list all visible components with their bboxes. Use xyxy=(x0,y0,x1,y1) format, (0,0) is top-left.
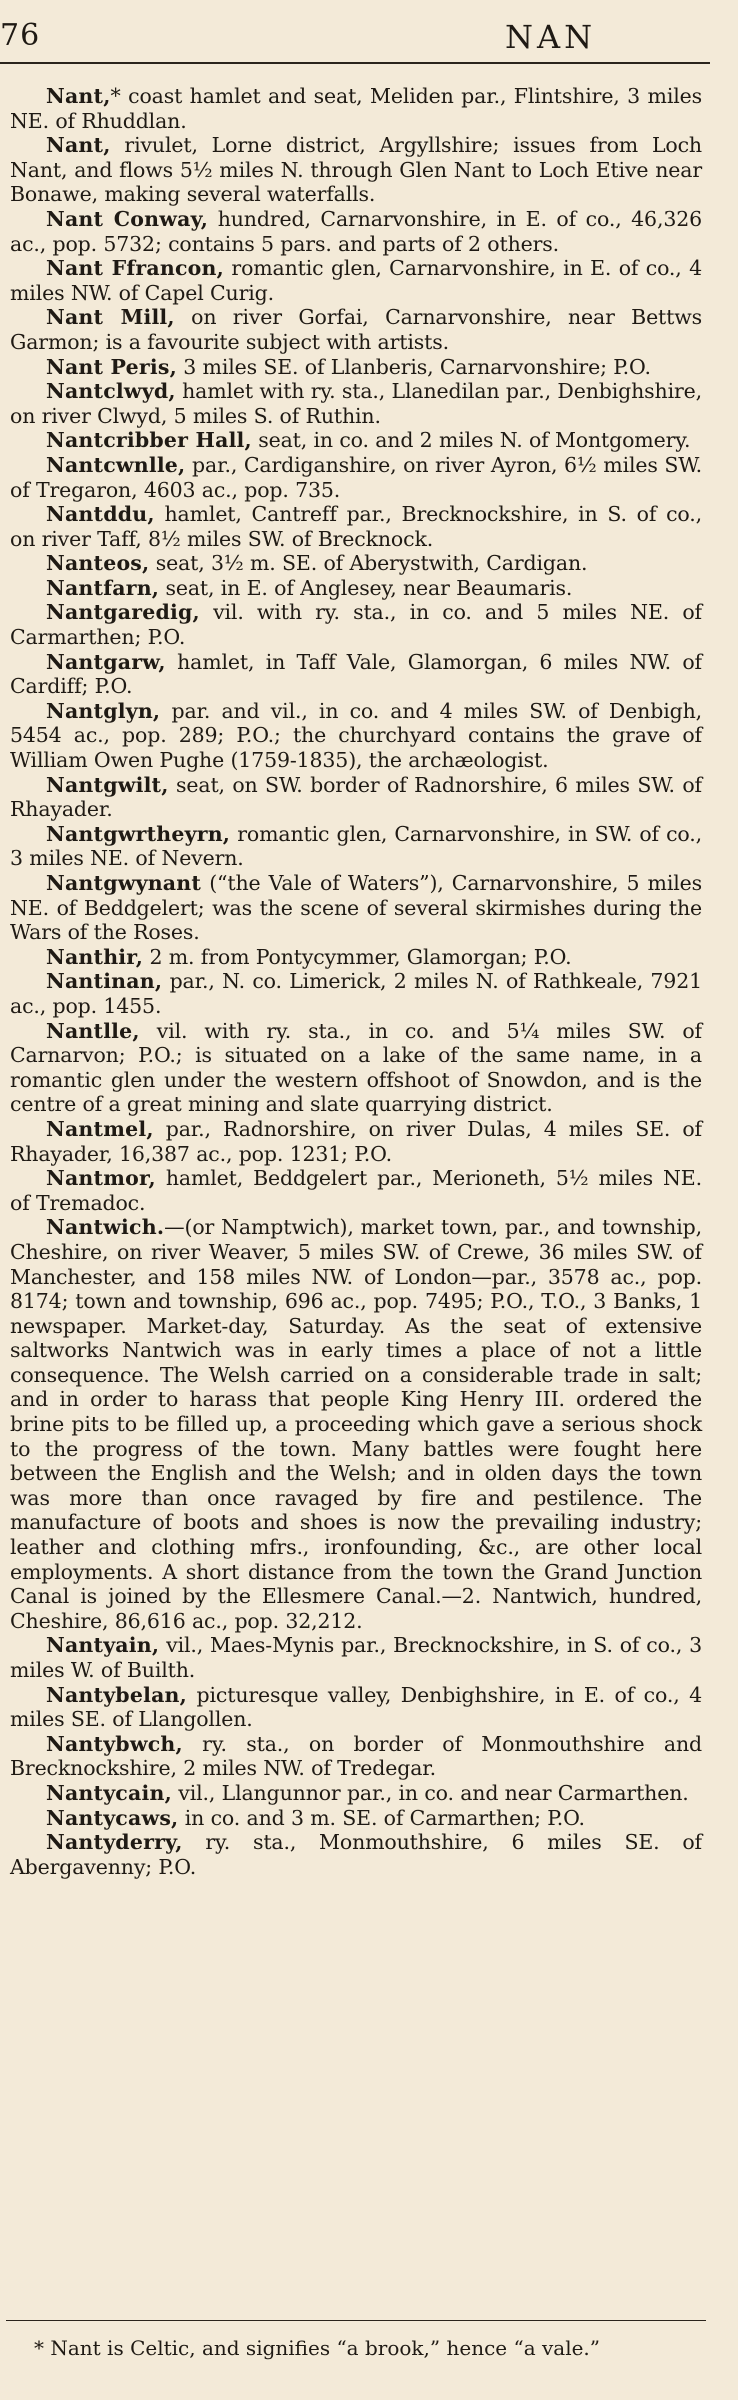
entry-body: romantic glen, Carnarvonshire, in E. of co., 4 miles NW. of Capel Curig. xyxy=(10,256,703,305)
entry-body: par., Cardiganshire, on river Ayron, 6½ miles SW. of Tregaron, 4603 ac., pop. 735. xyxy=(10,452,702,502)
entry-body: —(or Namptwich), market town, par., and township, Cheshire, on river Weaver, 5 miles SW. of Crewe, 36 miles SW. of Manchester, and 158 miles NW. of London—par., 3578 ac., pop. 8174; town and township, 696 ac., pop. 7495; P.O., T.O., 3 Banks, 1 newspaper. Market-day, Saturday. As the seat of extensive saltworks Nantwich was in early times a place of not a little consequence. The Welsh carried on a considerable trade in salt; and in order to harass that people King Henry III. ordered the brine pits to be filled up, a proceeding which gave a serious shock to the progress of the town. Many battles were fought here between the English and the Welsh; and in olden days the town was more than once ravaged by fire and pestilence. The manufacture of boots and shoes is now the prevailing industry; leather and clothing mfrs., ironfounding, &c., are other local employments. A short distance from the town the Grand Junction Canal is joined by the Ellesmere Canal.—2. Nantwich, hundred, Cheshire, 86,616 ac., pop. 32,212. xyxy=(10,1215,702,1633)
entry-body: seat, 3½ m. SE. of Aberystwith, Cardigan. xyxy=(149,551,588,576)
page-number: 76 xyxy=(0,18,41,53)
entry-headword: Nant, xyxy=(46,84,111,108)
entry-headword: Nantddu, xyxy=(46,502,155,527)
entry xyxy=(10,379,702,428)
entry xyxy=(10,1732,702,1781)
header-rule xyxy=(0,62,710,64)
entry-body: vil. with ry. sta., in co. and 5 miles NE. of Carmarthen; P.O. xyxy=(10,600,702,650)
entry-headword: Nantclwyd, xyxy=(46,379,176,404)
entry-body: on river Gorfai, Carnarvonshire, near Bettws Garmon; is a favourite subject with artists. xyxy=(10,305,702,354)
entry-headword: Nantwich. xyxy=(46,1215,165,1240)
entry-body: seat, on SW. border of Radnorshire, 6 miles SW. of Rhayader. xyxy=(10,772,702,822)
entry-headword: Nantycaws, xyxy=(46,1805,179,1830)
entry-headword: Nant, xyxy=(46,133,111,158)
entry-body: par. and vil., in co. and 4 miles SW. of Denbigh, 5454 ac., pop. 289; P.O.; the churchyard contains the grave of William Owen Pughe (1759-1835), the archæologist. xyxy=(10,698,702,773)
entry-headword: Nantmel, xyxy=(46,1116,154,1141)
entry xyxy=(10,1683,702,1732)
entry-headword: Nantybelan, xyxy=(46,1682,187,1707)
entry xyxy=(10,256,702,305)
entry xyxy=(10,945,702,970)
entry xyxy=(10,305,702,354)
entry-body: * coast hamlet and seat, Meliden par., Flintshire, 3 miles NE. of Rhuddlan. xyxy=(10,84,702,133)
entry-body: hundred, Carnarvonshire, in E. of co., 46,326 ac., pop. 5732; contains 5 pars. and parts of 2 others. xyxy=(10,206,702,256)
entry-headword: Nantcribber Hall, xyxy=(46,428,252,453)
entry xyxy=(10,773,702,822)
entry-body: vil., Maes-Mynis par., Brecknockshire, in S. of co., 3 miles W. of Builth. xyxy=(10,1633,702,1682)
entry-headword: Nanthir, xyxy=(46,944,144,969)
running-head: NAN xyxy=(505,18,597,56)
entry-body: hamlet, Beddgelert par., Merioneth, 5½ miles NE. of Tremadoc. xyxy=(10,1166,702,1215)
entry xyxy=(10,1806,702,1831)
entry xyxy=(10,1781,702,1806)
entry-headword: Nantinan, xyxy=(46,969,163,994)
entry xyxy=(10,650,702,699)
entry xyxy=(10,1633,702,1682)
entry xyxy=(10,576,702,601)
entry-body: par., Radnorshire, on river Dulas, 4 miles SE. of Rhayader, 16,387 ac., pop. 1231; P.O. xyxy=(10,1116,702,1166)
entry xyxy=(10,871,702,945)
entry-body: hamlet with ry. sta., Llanedilan par., Denbighshire, on river Clwyd, 5 miles S. of Ruthin. xyxy=(10,379,702,428)
entry xyxy=(10,84,702,133)
entry-headword: Nantgarw, xyxy=(46,649,166,674)
entry xyxy=(10,1117,702,1166)
entry-body: hamlet, in Taff Vale, Glamorgan, 6 miles NW. of Cardiff; P.O. xyxy=(10,649,702,699)
entry xyxy=(10,551,702,576)
entry xyxy=(10,969,702,1018)
entry-headword: Nantglyn, xyxy=(46,698,161,723)
entry xyxy=(10,502,702,551)
entry xyxy=(10,1215,702,1633)
entry xyxy=(10,1019,702,1117)
entry xyxy=(10,453,702,502)
entry-headword: Nantyderry, xyxy=(46,1830,183,1855)
entry-body: vil. with ry. sta., in co. and 5¼ miles SW. of Carnarvon; P.O.; is situated on a lake of the same name, in a romantic glen under the western offshoot of Snowdon, and is the centre of a great mining and slate quarrying district. xyxy=(10,1018,702,1117)
footnote: * Nant is Celtic, and signifies “a brook,” hence “a vale.” xyxy=(34,2336,601,2360)
entry-headword: Nantfarn, xyxy=(46,575,160,600)
entry xyxy=(10,600,702,649)
entry-headword: Nant Mill, xyxy=(46,305,175,330)
entry-body: 3 miles SE. of Llanberis, Carnarvonshire; P.O. xyxy=(176,354,651,379)
entry-headword: Nantgwynant xyxy=(46,871,202,895)
entry xyxy=(10,428,702,453)
entry-body: vil., Llangunnor par., in co. and near Carmarthen. xyxy=(171,1780,689,1805)
entry-headword: Nanteos, xyxy=(46,551,150,576)
entry-body: rivulet, Lorne district, Argyllshire; issues from Loch Nant, and flows 5½ miles N. through Glen Nant to Loch Etive near Bonawe, making several waterfalls. xyxy=(10,133,702,207)
entry-body: 2 m. from Pontycymmer, Glamorgan; P.O. xyxy=(143,944,572,969)
entry-headword: Nant Ffrancon, xyxy=(46,256,224,281)
entry xyxy=(10,355,702,380)
entry-body: hamlet, Cantreff par., Brecknockshire, in S. of co., on river Taff, 8½ miles SW. of Brecknock. xyxy=(10,502,702,551)
entry-body: in co. and 3 m. SE. of Carmarthen; P.O. xyxy=(178,1805,585,1830)
entry-body: ry. sta., Monmouthshire, 6 miles SE. of Abergavenny; P.O. xyxy=(10,1830,702,1879)
entry xyxy=(10,1166,702,1215)
entry-body: (“the Vale of Waters”), Carnarvonshire, 5 miles NE. of Beddgelert; was the scene of several skirmishes during the Wars of the Roses. xyxy=(10,871,702,945)
entry-headword: Nantybwch, xyxy=(46,1731,183,1756)
entry xyxy=(10,133,702,207)
entry-headword: Nantgwilt, xyxy=(46,772,169,797)
gazetteer-entries xyxy=(10,84,702,1879)
entry-headword: Nantcwnlle, xyxy=(46,452,186,477)
entry-headword: Nantlle, xyxy=(46,1018,140,1043)
entry-headword: Nant Peris, xyxy=(46,354,177,379)
page-header xyxy=(0,18,738,68)
entry-headword: Nantgaredig, xyxy=(46,600,200,625)
entry-body: romantic glen, Carnarvonshire, in SW. of co., 3 miles NE. of Nevern. xyxy=(10,821,702,871)
entry-headword: Nantyain, xyxy=(46,1633,160,1658)
entry-body: picturesque valley, Denbighshire, in E. of co., 4 miles SE. of Llangollen. xyxy=(10,1682,702,1732)
entry xyxy=(10,822,702,871)
entry-body: seat, in co. and 2 miles N. of Montgomery. xyxy=(251,428,691,453)
entry-body: seat, in E. of Anglesey, near Beaumaris. xyxy=(159,575,573,600)
entry xyxy=(10,207,702,256)
footnote-rule xyxy=(6,2320,706,2321)
entry-headword: Nantycain, xyxy=(46,1780,172,1805)
entry-headword: Nantmor, xyxy=(46,1166,156,1191)
entry-headword: Nant Conway, xyxy=(46,206,209,231)
entry xyxy=(10,1830,702,1879)
entry-headword: Nantgwrtheyrn, xyxy=(46,821,231,846)
entry xyxy=(10,699,702,773)
entry-body: par., N. co. Limerick, 2 miles N. of Rathkeale, 7921 ac., pop. 1455. xyxy=(10,969,702,1018)
entry-body: ry. sta., on border of Monmouthshire and Brecknockshire, 2 miles NW. of Tredegar. xyxy=(10,1731,702,1781)
